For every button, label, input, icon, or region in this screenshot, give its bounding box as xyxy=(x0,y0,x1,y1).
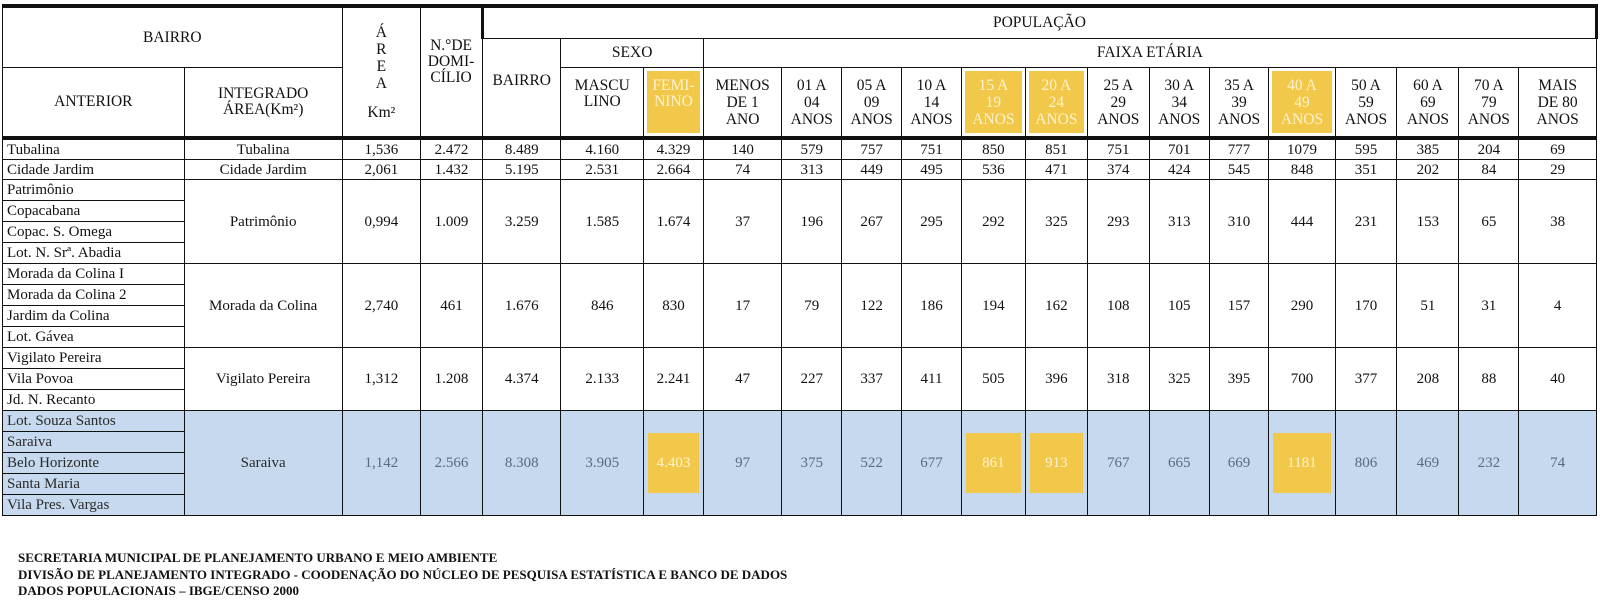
age-group-header-line: MAIS xyxy=(1538,76,1577,94)
faixa-etaria-header: FAIXA ETÁRIA xyxy=(703,39,1596,68)
age-value-cell: 471 xyxy=(1025,160,1087,180)
domicilio-cell: 461 xyxy=(421,264,483,348)
age-value-cell: 140 xyxy=(703,138,781,160)
domicilio-header-line: DOMI- xyxy=(427,53,475,70)
feminino-cell: 2.664 xyxy=(644,160,704,180)
age-value-cell: 850 xyxy=(961,138,1025,160)
feminino-cell: 830 xyxy=(644,264,704,348)
age-value-cell: 377 xyxy=(1335,348,1397,411)
age-value-cell: 69 xyxy=(1519,138,1597,160)
table-header xyxy=(3,6,1597,138)
age-value-cell: 38 xyxy=(1519,180,1597,264)
table-row xyxy=(3,180,1597,201)
age-value-cell: 411 xyxy=(902,348,962,411)
age-group-header-line: ANOS xyxy=(1280,110,1324,128)
age-value-cell xyxy=(961,411,1025,516)
footer-line-divisao: DIVISÃO DE PLANEJAMENTO INTEGRADO - COODENAÇÃO DO NÚCLEO DE PESQUISA ESTATÍSTICA E BANCO DE DADOS xyxy=(18,566,788,582)
feminino-header xyxy=(644,68,704,139)
age-value-cell: 351 xyxy=(1335,160,1397,180)
age-group-header-line: ANOS xyxy=(1344,110,1388,128)
area-cell: 2,061 xyxy=(342,160,420,180)
age-group-header-line: ANOS xyxy=(1467,110,1510,128)
age-value-cell: 227 xyxy=(782,348,842,411)
integrado-cell: Saraiva xyxy=(184,411,342,516)
age-value-cell: 295 xyxy=(902,180,962,264)
area-spacer xyxy=(343,92,420,104)
age-group-header xyxy=(1397,68,1459,139)
age-value-cell: 545 xyxy=(1209,160,1269,180)
feminino-cell: 4.329 xyxy=(644,138,704,160)
anterior-cell: Copacabana xyxy=(3,201,185,222)
age-value-cell: 231 xyxy=(1335,180,1397,264)
age-value-cell: 579 xyxy=(782,138,842,160)
age-group-header-line: ANOS xyxy=(910,110,953,128)
bairro-pop-cell: 8.489 xyxy=(483,138,561,160)
area-unit: Km² xyxy=(367,103,396,121)
age-value-cell: 194 xyxy=(961,264,1025,348)
age-value-cell: 337 xyxy=(842,348,902,411)
age-group-header-line: DE 80 xyxy=(1537,93,1578,111)
table-row xyxy=(3,348,1597,369)
anterior-cell: Saraiva xyxy=(3,432,185,453)
age-group-header-line: 59 xyxy=(1358,93,1374,111)
age-value-cell: 122 xyxy=(842,264,902,348)
age-group-header-line: ANOS xyxy=(972,110,1015,128)
age-value-cell: 186 xyxy=(902,264,962,348)
age-value-cell: 208 xyxy=(1397,348,1459,411)
age-value-cell: 851 xyxy=(1025,138,1087,160)
age-group-header-line: ANOS xyxy=(1035,110,1078,128)
age-group-header xyxy=(1025,68,1087,139)
sexo-header: SEXO xyxy=(561,39,703,68)
table-row xyxy=(3,160,1597,180)
table-row xyxy=(3,411,1597,432)
age-value-cell: 88 xyxy=(1459,348,1519,411)
age-value-cell: 17 xyxy=(703,264,781,348)
age-value-cell xyxy=(1269,411,1335,516)
age-group-header-line: 40 A xyxy=(1287,76,1317,94)
domicilio-cell: 1.009 xyxy=(421,180,483,264)
age-value-cell: 162 xyxy=(1025,264,1087,348)
anterior-cell: Belo Horizonte xyxy=(3,453,185,474)
age-group-header xyxy=(1519,68,1597,139)
age-value-cell: 292 xyxy=(961,180,1025,264)
age-value-cell: 37 xyxy=(703,180,781,264)
age-group-header xyxy=(961,68,1025,139)
age-value-cell: 757 xyxy=(842,138,902,160)
masculino-cell: 2.531 xyxy=(561,160,644,180)
age-group-header-line: 15 A xyxy=(978,76,1009,94)
age-value-cell: 153 xyxy=(1397,180,1459,264)
age-value-cell: 290 xyxy=(1269,264,1335,348)
table-body xyxy=(3,138,1597,516)
age-group-header xyxy=(1149,68,1209,139)
age-value-cell: 385 xyxy=(1397,138,1459,160)
bairro-pop-cell: 5.195 xyxy=(483,160,561,180)
age-value-cell: 74 xyxy=(1519,411,1597,516)
age-group-header xyxy=(1209,68,1269,139)
age-value-cell xyxy=(1025,411,1087,516)
integrado-cell: Patrimônio xyxy=(184,180,342,264)
age-group-header xyxy=(1269,68,1335,139)
age-value-cell: 318 xyxy=(1087,348,1149,411)
age-group-header xyxy=(1087,68,1149,139)
age-value-cell: 444 xyxy=(1269,180,1335,264)
area-letter: Á xyxy=(375,23,387,41)
age-group-header-line: 35 A xyxy=(1224,76,1254,94)
age-value-cell: 767 xyxy=(1087,411,1149,516)
age-value-cell: 848 xyxy=(1269,160,1335,180)
header-row-1 xyxy=(3,6,1597,39)
anterior-cell: Jd. N. Recanto xyxy=(3,390,185,411)
masculino-header xyxy=(561,68,644,139)
anterior-cell: Lot. N. Srª. Abadia xyxy=(3,243,185,264)
domicilio-header xyxy=(421,6,483,138)
bairro-pop-cell: 1.676 xyxy=(483,264,561,348)
area-cell: 2,740 xyxy=(342,264,420,348)
feminino-highlight: 4.403 xyxy=(648,433,699,493)
feminino-cell: 1.674 xyxy=(644,180,704,264)
age-value-cell: 495 xyxy=(902,160,962,180)
masculino-header-line: LINO xyxy=(583,93,621,110)
header-row-3 xyxy=(3,68,1597,139)
age-group-header xyxy=(782,68,842,139)
feminino-cell: 2.241 xyxy=(644,348,704,411)
age-group-header-line: 49 xyxy=(1294,93,1310,111)
age-value-cell: 469 xyxy=(1397,411,1459,516)
age-value-cell: 395 xyxy=(1209,348,1269,411)
bairro-pop-header: BAIRRO xyxy=(483,39,561,139)
domicilio-cell: 2.472 xyxy=(421,138,483,160)
age-group-header-line: 25 A xyxy=(1103,76,1134,94)
age-value-cell: 79 xyxy=(782,264,842,348)
age-group-header-line: ANOS xyxy=(1217,110,1261,128)
age-value-cell: 310 xyxy=(1209,180,1269,264)
anterior-cell: Vigilato Pereira xyxy=(3,348,185,369)
age-group-header-line: ANO xyxy=(725,110,760,128)
integrado-cell: Morada da Colina xyxy=(184,264,342,348)
area-letter: E xyxy=(376,57,387,75)
age-value-cell: 505 xyxy=(961,348,1025,411)
age-group-header-line: 10 A xyxy=(916,76,947,94)
area-cell: 0,994 xyxy=(342,180,420,264)
integrado-header-line: ÁREA(Km²) xyxy=(222,101,304,118)
age-value-cell: 700 xyxy=(1269,348,1335,411)
age-value-cell: 325 xyxy=(1149,348,1209,411)
footer-line-dados: DADOS POPULACIONAIS – IBGE/CENSO 2000 xyxy=(18,583,299,598)
age-group-header-line: 29 xyxy=(1110,93,1127,111)
age-group-header-line: 20 A xyxy=(1041,76,1072,94)
age-group-header-line: MENOS xyxy=(715,76,770,94)
age-group-header-line: ANOS xyxy=(1536,110,1579,128)
age-group-header-line: 01 A xyxy=(796,76,827,94)
anterior-cell: Vila Povoa xyxy=(3,369,185,390)
age-value-cell: 522 xyxy=(842,411,902,516)
age-value-cell: 196 xyxy=(782,180,842,264)
table-row xyxy=(3,138,1597,160)
age-value-cell: 665 xyxy=(1149,411,1209,516)
age-value-cell: 29 xyxy=(1519,160,1597,180)
age-group-header-line: 50 A xyxy=(1351,76,1381,94)
age-group-header-line: ANOS xyxy=(1406,110,1450,128)
age-value-cell: 536 xyxy=(961,160,1025,180)
age-value-cell: 51 xyxy=(1397,264,1459,348)
integrado-cell: Cidade Jardim xyxy=(184,160,342,180)
age-group-header-line: 14 xyxy=(923,93,940,111)
age-group-header-line: DE 1 xyxy=(726,93,759,111)
area-header xyxy=(342,6,420,138)
age-value-cell: 424 xyxy=(1149,160,1209,180)
age-group-header-line: 30 A xyxy=(1164,76,1195,94)
age-value-cell: 677 xyxy=(902,411,962,516)
age-group-header xyxy=(1335,68,1397,139)
age-value-cell: 31 xyxy=(1459,264,1519,348)
age-value-cell: 97 xyxy=(703,411,781,516)
age-value-cell: 4 xyxy=(1519,264,1597,348)
age-value-highlight: 861 xyxy=(966,433,1021,493)
age-group-header-line: ANOS xyxy=(790,110,833,128)
integrado-header-line: INTEGRADO xyxy=(217,85,309,102)
masculino-cell: 1.585 xyxy=(561,180,644,264)
domicilio-cell: 2.566 xyxy=(421,411,483,516)
age-value-cell: 105 xyxy=(1149,264,1209,348)
domicilio-header-line: N.°DE xyxy=(430,37,472,54)
domicilio-header-line: CÍLIO xyxy=(430,69,472,86)
age-group-header xyxy=(902,68,962,139)
masculino-cell: 3.905 xyxy=(561,411,644,516)
age-value-highlight: 913 xyxy=(1030,433,1083,493)
anterior-cell: Santa Maria xyxy=(3,474,185,495)
populacao-header: POPULAÇÃO xyxy=(483,6,1597,39)
bairro-pop-cell: 4.374 xyxy=(483,348,561,411)
anterior-cell: Tubalina xyxy=(3,138,185,160)
age-value-cell: 375 xyxy=(782,411,842,516)
age-group-header xyxy=(1459,68,1519,139)
anterior-cell: Lot. Souza Santos xyxy=(3,411,185,432)
age-group-header-line: 04 xyxy=(804,93,820,111)
area-cell: 1,536 xyxy=(342,138,420,160)
anterior-header: ANTERIOR xyxy=(3,68,185,139)
masculino-cell: 4.160 xyxy=(561,138,644,160)
anterior-cell: Vila Pres. Vargas xyxy=(3,495,185,516)
age-value-cell: 595 xyxy=(1335,138,1397,160)
age-value-highlight: 1181 xyxy=(1273,433,1330,493)
anterior-cell: Patrimônio xyxy=(3,180,185,201)
bairro-header: BAIRRO xyxy=(3,6,343,68)
age-group-header-line: 79 xyxy=(1481,93,1497,111)
domicilio-cell: 1.208 xyxy=(421,348,483,411)
feminino-header-line: FEMI- xyxy=(652,77,695,94)
age-value-cell: 325 xyxy=(1025,180,1087,264)
age-group-header-line: 34 xyxy=(1171,93,1187,111)
age-value-cell: 202 xyxy=(1397,160,1459,180)
bairro-pop-cell: 3.259 xyxy=(483,180,561,264)
age-value-cell: 751 xyxy=(902,138,962,160)
age-value-cell: 1079 xyxy=(1269,138,1335,160)
area-cell: 1,312 xyxy=(342,348,420,411)
anterior-cell: Jardim da Colina xyxy=(3,306,185,327)
masculino-cell: 846 xyxy=(561,264,644,348)
age-value-cell: 108 xyxy=(1087,264,1149,348)
age-group-header-line: 60 A xyxy=(1413,76,1443,94)
footer-notes xyxy=(18,550,787,600)
age-value-cell: 777 xyxy=(1209,138,1269,160)
age-group-header-line: 39 xyxy=(1231,93,1247,111)
population-table xyxy=(2,4,1598,516)
area-letter: R xyxy=(376,40,387,58)
age-value-cell: 313 xyxy=(1149,180,1209,264)
age-group-header xyxy=(703,68,781,139)
masculino-cell: 2.133 xyxy=(561,348,644,411)
population-table-wrapper xyxy=(2,4,1598,516)
age-group-header-line: ANOS xyxy=(850,110,893,128)
feminino-header-line: NINO xyxy=(654,93,693,110)
age-value-cell: 65 xyxy=(1459,180,1519,264)
age-value-cell: 806 xyxy=(1335,411,1397,516)
table-row xyxy=(3,264,1597,285)
anterior-cell: Copac. S. Omega xyxy=(3,222,185,243)
age-value-cell: 267 xyxy=(842,180,902,264)
age-value-cell: 74 xyxy=(703,160,781,180)
anterior-cell: Lot. Gávea xyxy=(3,327,185,348)
age-value-cell: 449 xyxy=(842,160,902,180)
age-value-cell: 232 xyxy=(1459,411,1519,516)
age-group-header-line: 70 A xyxy=(1473,76,1504,94)
masculino-header-line: MASCU xyxy=(574,77,630,94)
footer-line-secretaria: SECRETARIA MUNICIPAL DE PLANEJAMENTO URBANO E MEIO AMBIENTE xyxy=(18,550,498,565)
age-value-cell: 396 xyxy=(1025,348,1087,411)
age-group-header-line: 24 xyxy=(1048,93,1065,111)
age-group-header xyxy=(842,68,902,139)
age-value-cell: 751 xyxy=(1087,138,1149,160)
age-group-header-line: 09 xyxy=(863,93,880,111)
age-group-header-line: ANOS xyxy=(1158,110,1201,128)
anterior-cell: Cidade Jardim xyxy=(3,160,185,180)
age-value-cell: 47 xyxy=(703,348,781,411)
age-value-cell: 40 xyxy=(1519,348,1597,411)
anterior-cell: Morada da Colina I xyxy=(3,264,185,285)
integrado-header xyxy=(184,68,342,139)
integrado-cell: Vigilato Pereira xyxy=(184,348,342,411)
feminino-cell xyxy=(644,411,704,516)
age-value-cell: 374 xyxy=(1087,160,1149,180)
bairro-pop-cell: 8.308 xyxy=(483,411,561,516)
age-group-header-line: ANOS xyxy=(1097,110,1140,128)
age-value-cell: 293 xyxy=(1087,180,1149,264)
age-group-header-line: 05 A xyxy=(856,76,887,94)
area-cell: 1,142 xyxy=(342,411,420,516)
age-value-cell: 157 xyxy=(1209,264,1269,348)
age-group-header-line: 69 xyxy=(1420,93,1436,111)
age-group-header-line: 19 xyxy=(985,93,1002,111)
age-value-cell: 701 xyxy=(1149,138,1209,160)
area-letter: A xyxy=(375,74,387,92)
age-value-cell: 313 xyxy=(782,160,842,180)
age-value-cell: 84 xyxy=(1459,160,1519,180)
age-value-cell: 170 xyxy=(1335,264,1397,348)
anterior-cell: Morada da Colina 2 xyxy=(3,285,185,306)
integrado-cell: Tubalina xyxy=(184,138,342,160)
age-value-cell: 204 xyxy=(1459,138,1519,160)
domicilio-cell: 1.432 xyxy=(421,160,483,180)
age-value-cell: 669 xyxy=(1209,411,1269,516)
